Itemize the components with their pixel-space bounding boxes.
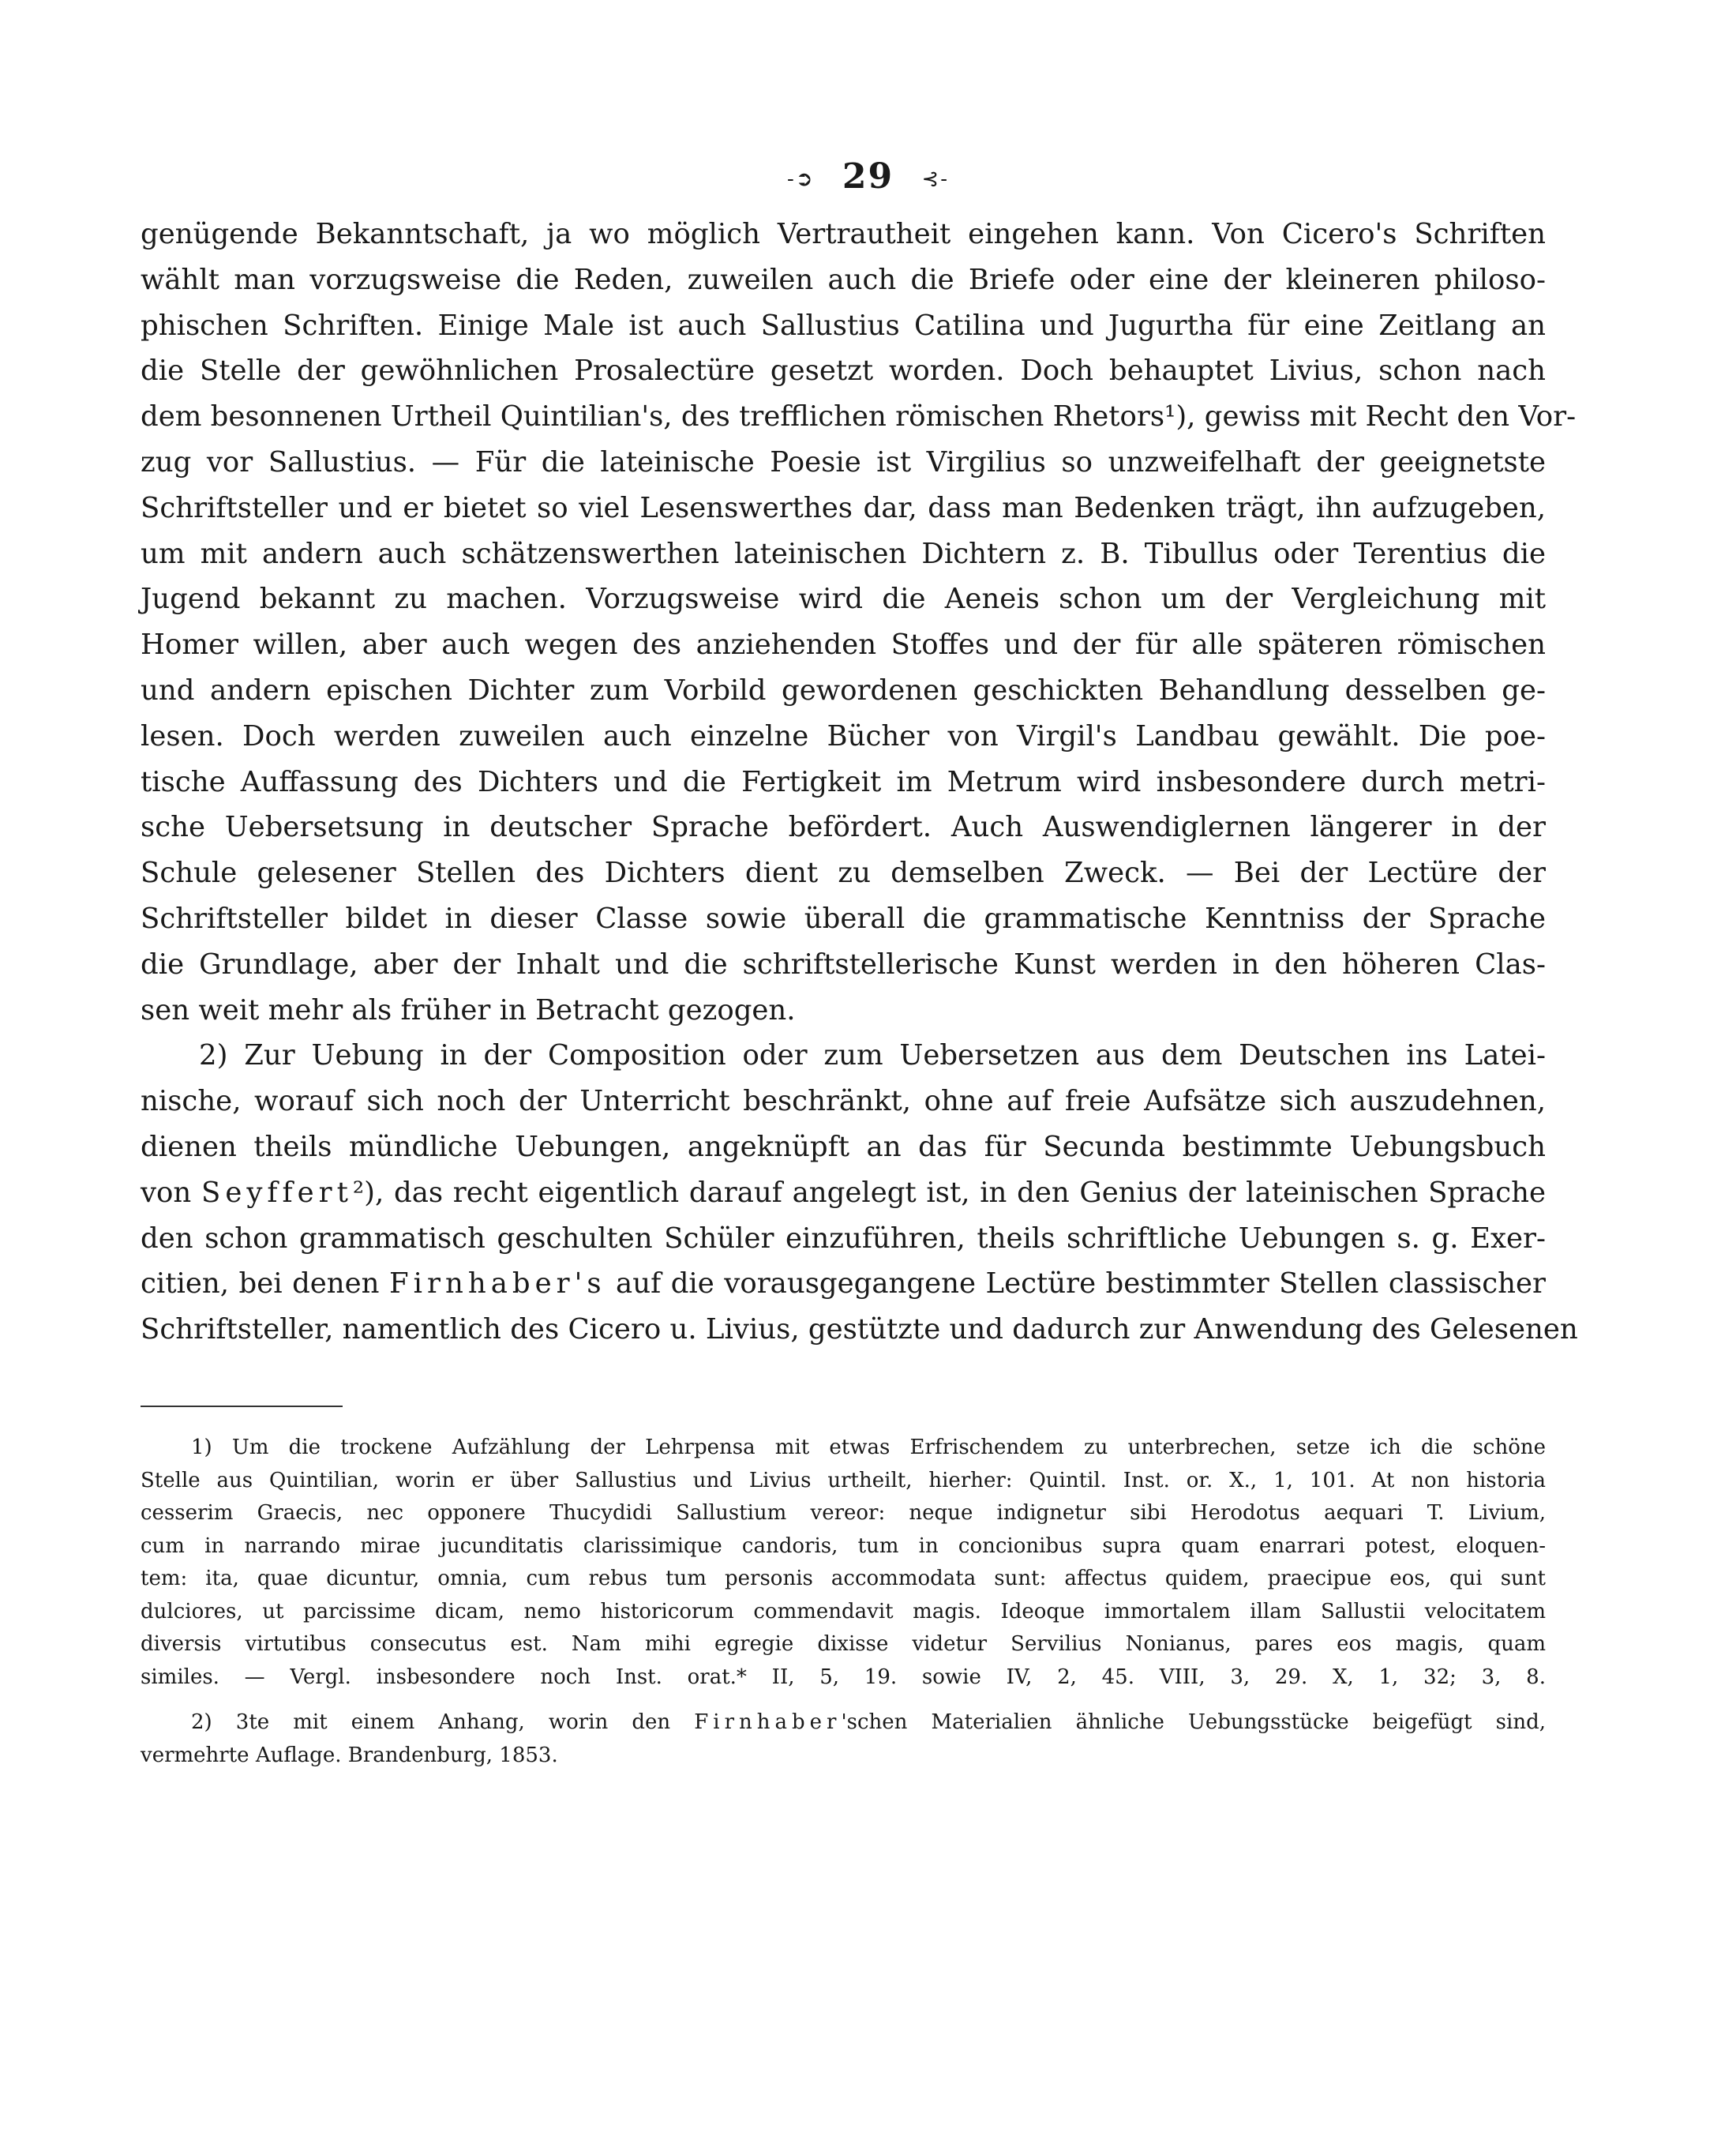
footnote-2-line xyxy=(141,1706,1546,1740)
footnote-1-line: Stelle aus Quintilian, worin er über Sallustius und Livius urtheilt, hierher: Quintil. Inst. or. X., 1, 101. At non historia xyxy=(141,1468,1546,1492)
text-line: dem besonnenen Urtheil Quintilian's, des trefflichen römischen Rhetors¹), gewiss mit Recht den Vor- xyxy=(141,400,1577,434)
footnote-1-line: cesserim Graecis, nec opponere Thucydidi Sallustium vereor: neque indignetur sibi Herodotus aequari T. Livium, xyxy=(141,1501,1546,1525)
footnote-1-line: similes. — Vergl. insbesondere noch Inst. orat.* II, 5, 19. sowie IV, 2, 45. VIII, 3, 29. X, 1, 32; 3, 8. xyxy=(141,1665,1546,1689)
text-line: nische, worauf sich noch der Unterricht beschränkt, ohne auf freie Aufsätze sich auszudehnen, xyxy=(141,1085,1546,1118)
text-segment: ²), das recht eigentlich darauf angelegt ist, in den Genius der lateinischen Sprache xyxy=(352,1176,1547,1209)
text-segment: 'schen Materialien ähnliche Uebungsstücke beigefügt sind, xyxy=(841,1710,1546,1734)
footnote-separator xyxy=(141,1406,343,1407)
text-line: den schon grammatisch geschulten Schüler einzuführen, theils schriftliche Uebungen s. g. Exer- xyxy=(141,1222,1546,1255)
text-line: Homer willen, aber auch wegen des anziehenden Stoffes und der für alle späteren römischen xyxy=(141,629,1546,662)
text-segment: von xyxy=(141,1176,201,1209)
text-line: und andern epischen Dichter zum Vorbild gewordenen geschickten Behandlung desselben ge- xyxy=(141,674,1546,707)
text-line: Schriftsteller, namentlich des Cicero u. Livius, gestützte und dadurch zur Anwendung des Gelesenen xyxy=(141,1313,1578,1346)
text-line: Schule gelesener Stellen des Dichters dient zu demselben Zweck. — Bei der Lectüre der xyxy=(141,857,1546,890)
text-segment: auf die vorausgegangene Lectüre bestimmter Stellen classischer xyxy=(606,1267,1546,1301)
text-segment: 2) 3te mit einem Anhang, worin den xyxy=(191,1710,695,1734)
text-line: lesen. Doch werden zuweilen auch einzelne Bücher von Virgil's Landbau gewählt. Die poe- xyxy=(141,719,1546,753)
footnote-2-line: vermehrte Auflage. Brandenburg, 1853. xyxy=(141,1743,558,1767)
text-line: wählt man vorzugsweise die Reden, zuweilen auch die Briefe oder eine der kleineren philoso- xyxy=(141,263,1546,296)
footnote-1-line: cum in narrando mirae jucunditatis clarissimique candoris, tum in concionibus supra quam enarrari potest, eloquen- xyxy=(141,1533,1546,1558)
text-line: sche Uebersetsung in deutscher Sprache befördert. Auch Auswendiglernen längerer in der xyxy=(141,811,1546,844)
main-text xyxy=(141,212,1578,1353)
left-ornament-icon: -➲ xyxy=(786,167,815,191)
text-line: phischen Schriften. Einige Male ist auch Sallustius Catilina und Jugurtha für eine Zeitlang an xyxy=(141,309,1546,342)
text-line: die Grundlage, aber der Inhalt und die schriftstellerische Kunst werden in den höheren Clas- xyxy=(141,948,1546,981)
footnotes xyxy=(141,1432,1546,1772)
text-line: Schriftsteller bildet in dieser Classe sowie überall die grammatische Kenntniss der Sprache xyxy=(141,902,1546,935)
page-header xyxy=(0,156,1736,197)
text-line: die Stelle der gewöhnlichen Prosalectüre gesetzt worden. Doch behauptet Livius, schon nach xyxy=(141,355,1546,388)
text-line: Schriftsteller und er bietet so viel Lesenswerthes dar, dass man Bedenken trägt, ihn aufzugeben, xyxy=(141,491,1546,524)
right-ornament-icon: ⊰- xyxy=(921,167,950,191)
text-line: zug vor Sallustius. — Für die lateinische Poesie ist Virgilius so unzweifelhaft der geeignetste xyxy=(141,445,1546,479)
author-name-firnhaber: Firnhaber's xyxy=(389,1267,606,1301)
footnote-1-line: tem: ita, quae dicuntur, omnia, cum rebus tum personis accommodata sunt: affectus quidem, praecipue eos, qui sunt xyxy=(141,1567,1546,1590)
author-name-firnhaber: Firnhaber xyxy=(694,1710,842,1734)
text-line: Jugend bekannt zu machen. Vorzugsweise wird die Aeneis schon um der Vergleichung mit xyxy=(141,583,1546,616)
section-2-heading-line: 2) Zur Uebung in der Composition oder zum Uebersetzen aus dem Deutschen ins Latei- xyxy=(199,1039,1546,1072)
author-name-seyffert: Seyffert xyxy=(201,1176,353,1209)
text-line: tische Auffassung des Dichters und die Fertigkeit im Metrum wird insbesondere durch metri- xyxy=(141,765,1546,798)
text-line: dienen theils mündliche Uebungen, angeknüpft an das für Secunda bestimmte Uebungsbuch xyxy=(141,1130,1546,1163)
page-number: 29 xyxy=(842,156,894,197)
text-line-firnhaber xyxy=(141,1261,1546,1307)
footnote-1-line: dulciores, ut parcissime dicam, nemo historicorum commendavit magis. Ideoque immortalem illam Sallustii velocitatem xyxy=(141,1599,1546,1623)
text-line: um mit andern auch schätzenswerthen lateinischen Dichtern z. B. Tibullus oder Terentius die xyxy=(141,537,1546,570)
footnote-1-line: 1) Um die trockene Aufzählung der Lehrpensa mit etwas Erfrischendem zu unterbrechen, setze ich die schöne xyxy=(191,1436,1546,1459)
text-line: genügende Bekanntschaft, ja wo möglich Vertrautheit eingehen kann. Von Cicero's Schriften xyxy=(141,218,1546,250)
text-segment: citien, bei denen xyxy=(141,1267,390,1301)
text-line: sen weit mehr als früher in Betracht gezogen. xyxy=(141,993,796,1027)
text-line-seyffert xyxy=(141,1170,1546,1216)
footnote-1-line: diversis virtutibus consecutus est. Nam mihi egregie dixisse videtur Servilius Nonianus, pares eos magis, quam xyxy=(141,1632,1546,1656)
